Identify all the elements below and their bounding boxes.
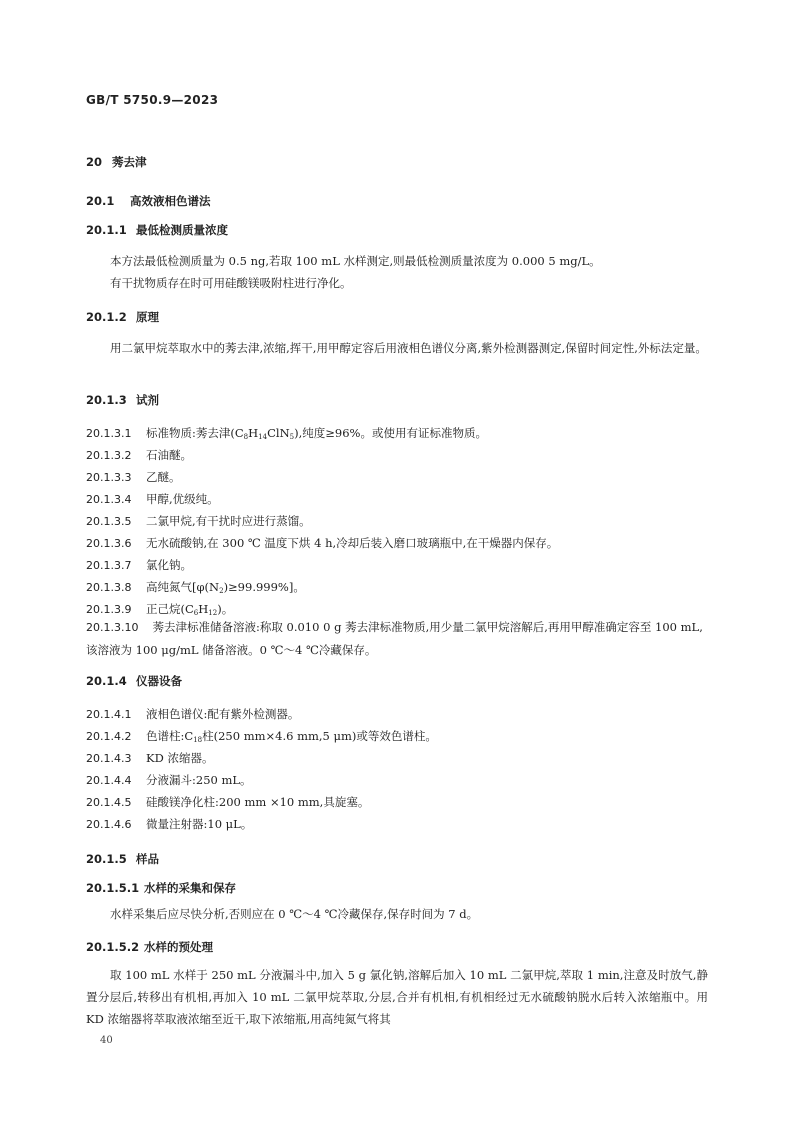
list-item [86,491,219,507]
section-number: 20.1.4 [86,674,127,688]
section-title: 试剂 [136,393,159,407]
item-number: 20.1.3.8 [86,581,132,594]
item-number: 20.1.4.3 [86,752,132,765]
item-text: ),纯度≥96%。或使用有证标准物质。 [294,426,487,440]
subscript: 6 [193,609,199,617]
item-text: 氯化钠。 [146,558,192,572]
list-item [86,513,311,529]
section-number: 20.1.3 [86,393,127,407]
subscript: 12 [208,609,218,617]
section-20-1-5-1-heading [86,880,236,896]
subscript: 5 [289,433,295,441]
section-title: 原理 [136,310,159,324]
item-text: 硅酸镁净化柱:200 mm ×10 mm,具旋塞。 [146,795,370,809]
item-number: 20.1.3.1 [86,427,132,440]
item-text: )≥99.999%]。 [223,580,305,594]
list-item [86,816,252,832]
paragraph: 用二氯甲烷萃取水中的莠去津,浓缩,挥干,用甲醇定容后用液相色谱仪分离,紫外检测器测定,保留时间定性,外标法定量。 [110,341,707,355]
item-number: 20.1.3.7 [86,559,132,572]
item-text: KD 浓缩器。 [146,751,214,765]
paragraph: 有干扰物质存在时可用硅酸镁吸附柱进行净化。 [110,276,352,290]
list-item [86,601,233,617]
item-text: H [198,602,209,616]
section-20-heading [86,154,147,170]
subscript: 18 [193,736,203,744]
list-item [86,728,437,744]
list-item [86,616,708,661]
item-number: 20.1.4.4 [86,774,132,787]
paragraph: 水样采集后应尽快分析,否则应在 0 ℃～4 ℃冷藏保存,保存时间为 7 d。 [110,907,479,921]
item-text: 无水硫酸钠,在 300 ℃ 温度下烘 4 h,冷却后装入磨口玻璃瓶中,在干燥器内保存。 [146,536,559,550]
section-number: 20.1.1 [86,223,127,237]
item-text: ClN [267,426,290,440]
section-number: 20 [86,155,103,169]
section-title: 水样的预处理 [144,940,213,954]
item-number: 20.1.3.6 [86,537,132,550]
section-20-1-4-heading [86,673,182,689]
item-text: 正己烷(C [146,602,194,616]
page-number: 40 [100,1035,113,1046]
paragraph: 取 100 mL 水样于 250 mL 分液漏斗中,加入 5 g 氯化钠,溶解后加入 10 mL 二氯甲烷,萃取 1 min,注意及时放气,静置分层后,转移出有机相,再加入 10 mL 二氯甲烷萃取,分层,合并有机相,有机相经过无水硫酸钠脱水后转入浓缩瓶中。用 KD 浓缩器将萃取液浓缩至近干,取下浓缩瓶,用高纯氮气将其 [86,968,708,1026]
section-number: 20.1.5.2 [86,940,140,954]
paragraph: 本方法最低检测质量为 0.5 ng,若取 100 mL 水样测定,则最低检测质量浓度为 0.000 5 mg/L。 [110,254,601,268]
item-number: 20.1.3.5 [86,515,132,528]
list-item [86,447,192,463]
item-text: 标准物质:莠去津(C [146,426,244,440]
section-20-1-5-2-heading [86,939,213,955]
item-text: 分液漏斗:250 mL。 [146,773,252,787]
list-item [86,772,252,788]
list-item [86,794,369,810]
item-number: 20.1.3.9 [86,603,132,616]
list-item [86,706,299,722]
item-text: H [248,426,259,440]
list-item [86,579,305,595]
list-item [86,425,487,441]
item-number: 20.1.3.4 [86,493,132,506]
item-text: 二氯甲烷,有干扰时应进行蒸馏。 [146,514,311,528]
subscript: 2 [219,587,224,595]
section-title: 高效液相色谱法 [130,194,211,208]
subscript: 8 [243,433,249,441]
section-20-1-heading [86,193,211,209]
item-number: 20.1.3.10 [86,621,139,634]
item-number: 20.1.4.6 [86,818,132,831]
item-text: 石油醚。 [146,448,192,462]
item-text: 微量注射器:10 μL。 [146,817,253,831]
section-number: 20.1.5 [86,852,127,866]
section-title: 仪器设备 [136,674,182,688]
item-number: 20.1.4.2 [86,730,132,743]
section-title: 最低检测质量浓度 [136,223,228,237]
section-title: 水样的采集和保存 [144,881,236,895]
item-text: 甲醇,优级纯。 [146,492,219,506]
section-number: 20.1.2 [86,310,127,324]
list-item [86,557,192,573]
item-text: 高纯氮气[φ(N [146,580,220,594]
item-text: )。 [217,602,234,616]
list-item [86,469,181,485]
section-20-1-5-heading [86,851,159,867]
section-number: 20.1.5.1 [86,881,140,895]
item-text: 色谱柱:C [146,729,194,743]
item-text: 莠去津标准储备溶液:称取 0.010 0 g 莠去津标准物质,用少量二氯甲烷溶解后,再用甲醇准确定容至 100 mL,该溶液为 100 μg/mL 储备溶液。0 ℃～4 ℃冷藏保存。 [86,620,703,657]
list-item [86,750,213,766]
section-title: 莠去津 [112,155,147,169]
section-title: 样品 [136,852,159,866]
list-item [86,535,558,551]
section-20-1-2-heading [86,309,159,325]
item-number: 20.1.3.2 [86,449,132,462]
section-20-1-3-heading [86,392,159,408]
subscript: 14 [258,433,268,441]
item-number: 20.1.4.5 [86,796,132,809]
section-number: 20.1 [86,194,115,208]
item-text: 液相色谱仪:配有紫外检测器。 [146,707,300,721]
item-number: 20.1.4.1 [86,708,132,721]
item-number: 20.1.3.3 [86,471,132,484]
section-20-1-1-heading [86,222,228,238]
item-text: 乙醚。 [146,470,181,484]
item-text: 柱(250 mm×4.6 mm,5 μm)或等效色谱柱。 [202,729,437,743]
standard-code: GB/T 5750.9—2023 [86,93,219,107]
